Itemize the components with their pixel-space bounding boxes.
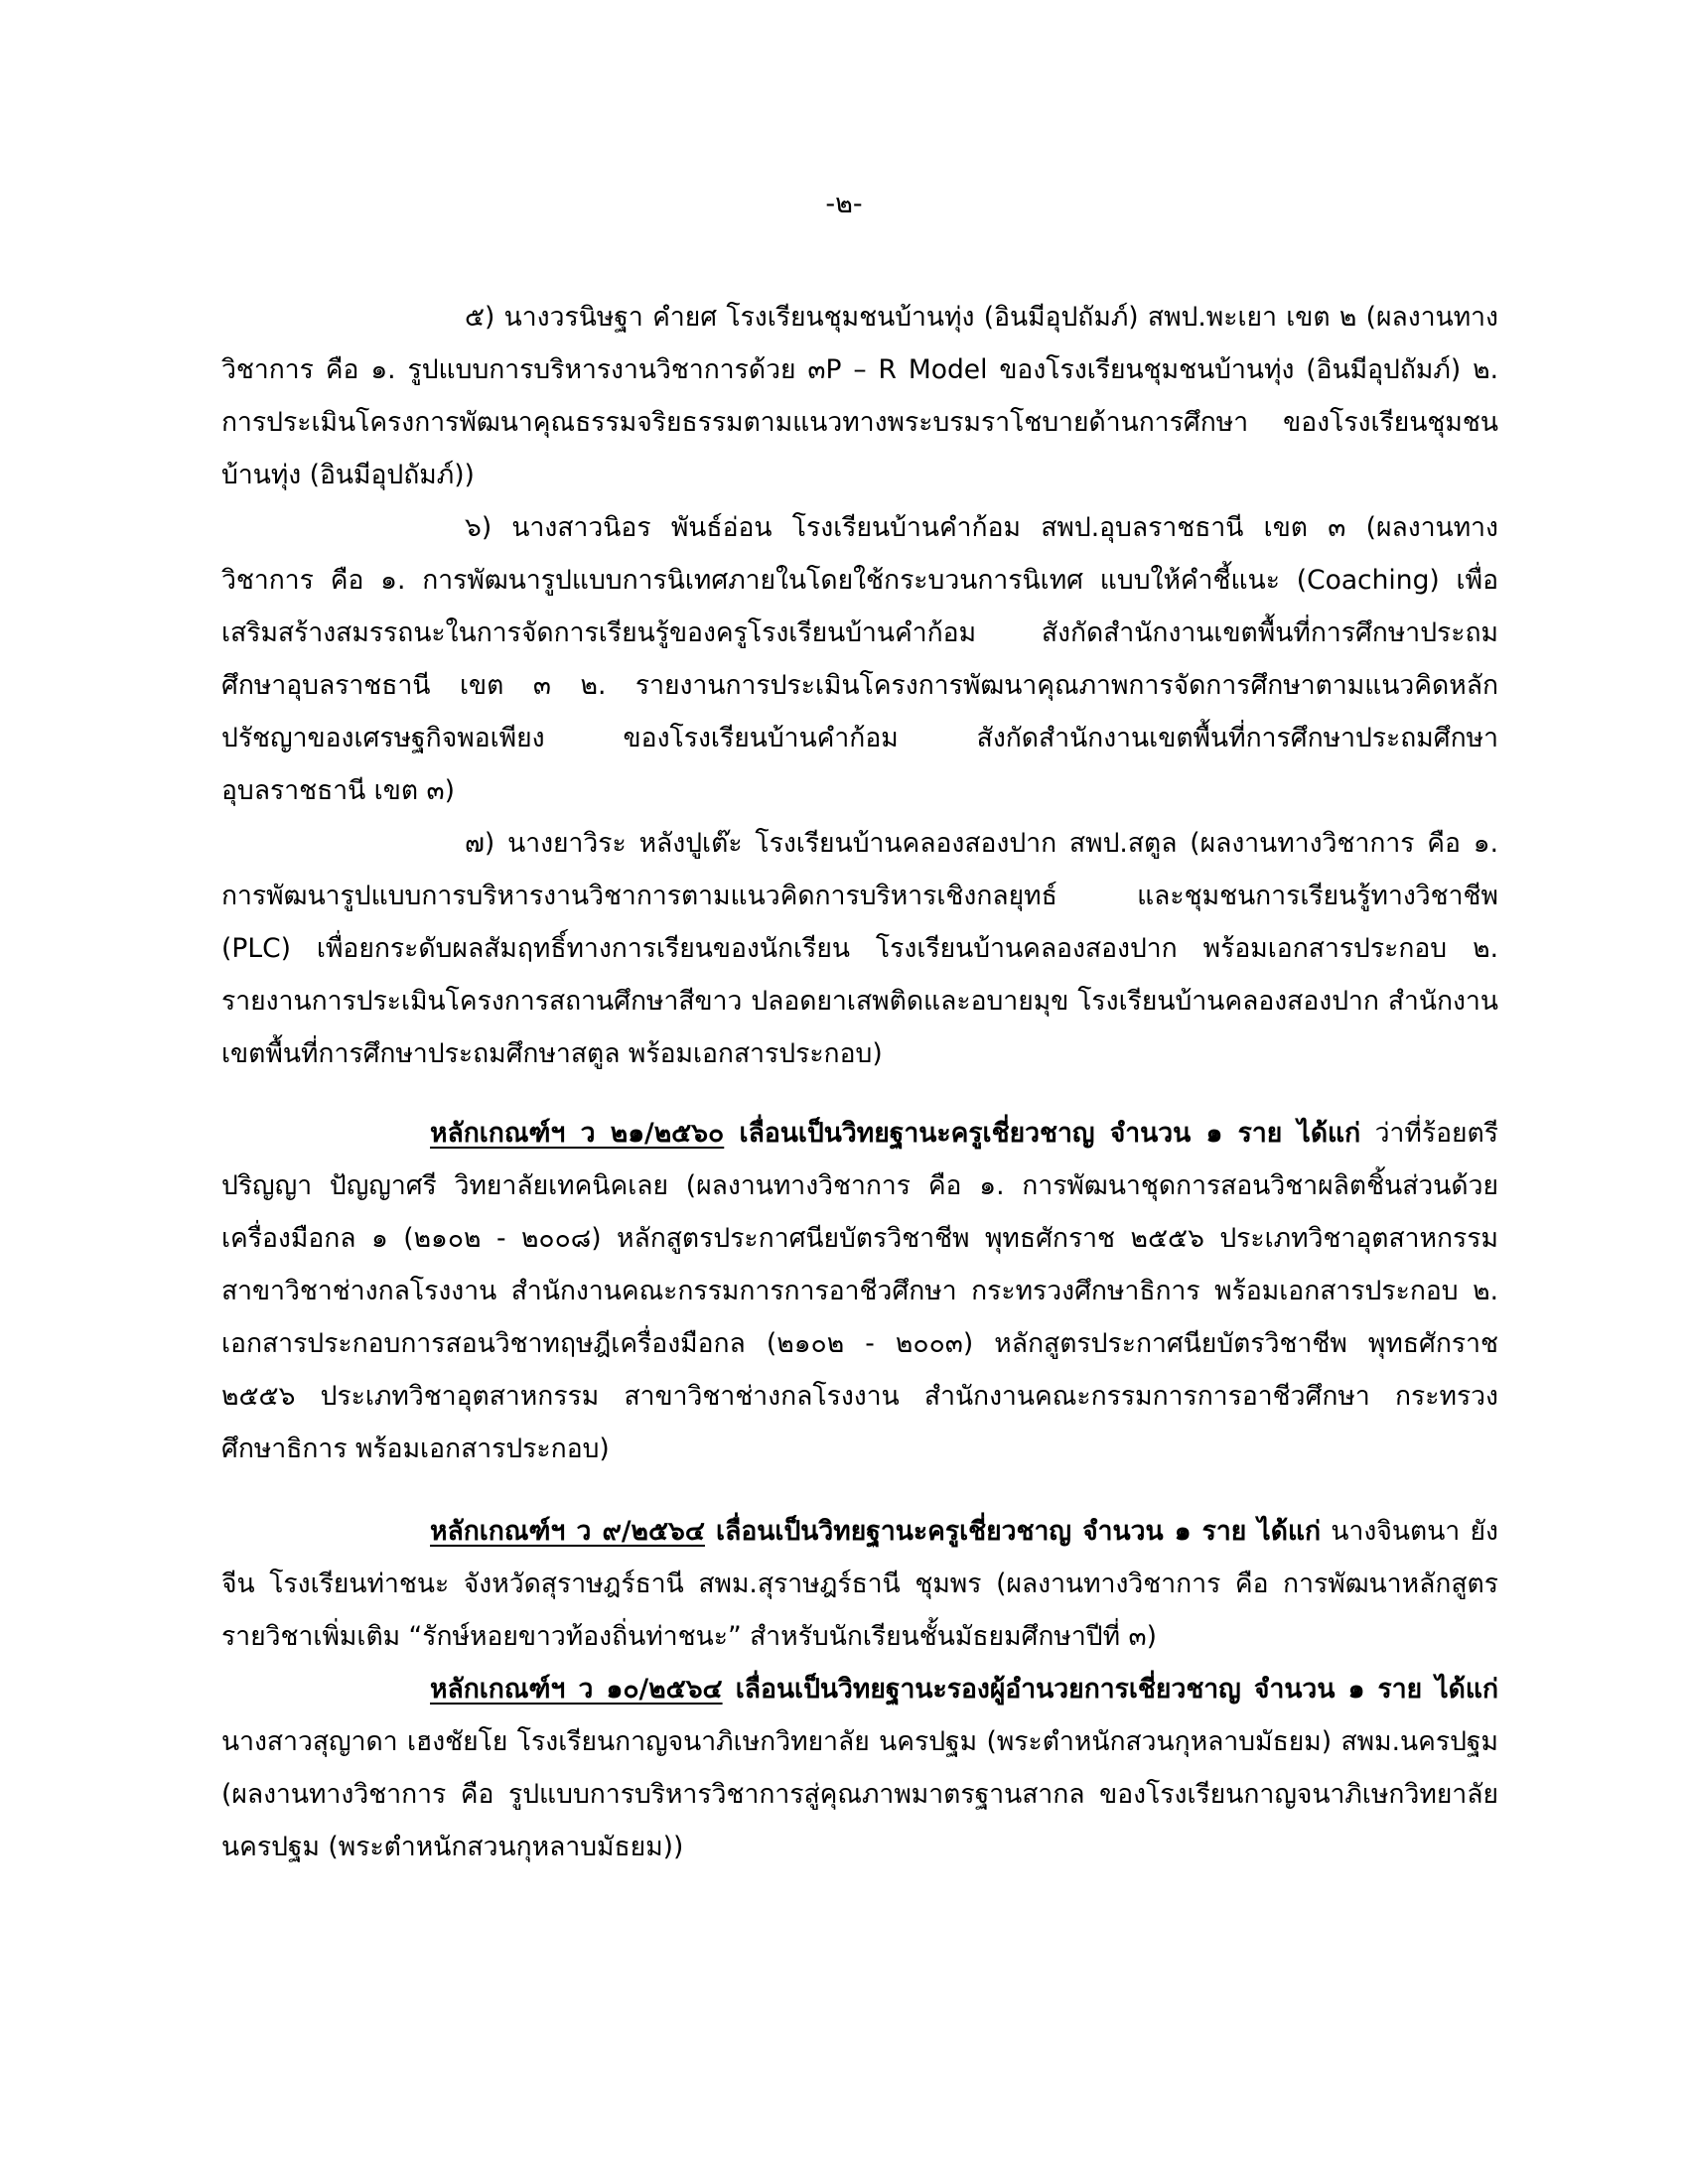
list-item-5: ๕) นางวรนิษฐา คำยศ โรงเรียนชุมชนบ้านทุ่ง (อินมีอุปถัมภ์) สพป.พะเยา เขต ๒ (ผลงานทางวิชาการ คือ ๑. รูปแบบการบริหารงานวิชาการด้วย ๓P – R Model ของโรงเรียนชุมชนบ้านทุ่ง (อินมีอุปถัมภ์) ๒. การประเมินโครงการพัฒนาคุณธรรมจริยธรรมตามแนวทางพระบรมราโชบายด้านการศึกษา ของโรงเรียนชุมชนบ้านทุ่ง (อินมีอุปถัมภ์)) [221,302,1498,490]
list-item-7: ๗) นางยาวิระ หลังปูเต๊ะ โรงเรียนบ้านคลองสองปาก สพป.สตูล (ผลงานทางวิชาการ คือ ๑. การพัฒนารูปแบบการบริหารงานวิชาการตามแนวคิดการบริหารเชิงกลยุทธ์ และชุมชนการเรียนรู้ทางวิชาชีพ (PLC) เพื่อยกระดับผลสัมฤทธิ์ทางการเรียนของนักเรียน โรงเรียนบ้านคลองสองปาก พร้อมเอกสารประกอบ ๒. รายงานการประเมินโครงการสถานศึกษาสีขาว ปลอดยาเสพติดและอบายมุข โรงเรียนบ้านคลองสองปาก สำนักงานเขตพื้นที่การศึกษาประถมศึกษาสตูล พร้อมเอกสารประกอบ) [221,828,1498,1069]
criterion-heading: เลื่อนเป็นวิทยฐานะรองผู้อำนวยการเชี่ยวชาญ จำนวน ๑ ราย ได้แก่ [722,1674,1498,1705]
criterion-heading: เลื่อนเป็นวิทยฐานะครูเชี่ยวชาญ จำนวน ๑ ราย ได้แก่ [724,1118,1361,1149]
criterion-reference: หลักเกณฑ์ฯ ว ๑๐/๒๕๖๔ [430,1674,723,1705]
page-number: -๒- [825,189,863,219]
criterion-reference: หลักเกณฑ์ฯ ว ๒๑/๒๕๖๐ [430,1118,725,1149]
list-item-6: ๖) นางสาวนิอร พันธ์อ่อน โรงเรียนบ้านคำก้อม สพป.อุบลราชธานี เขต ๓ (ผลงานทางวิชาการ คือ ๑. การพัฒนารูปแบบการนิเทศภายในโดยใช้กระบวนการนิเทศ แบบให้คำชี้แนะ (Coaching) เพื่อเสริมสร้างสมรรถนะในการจัดการเรียนรู้ของครูโรงเรียนบ้านคำก้อม สังกัดสำนักงานเขตพื้นที่การศึกษาประถมศึกษาอุบลราชธานี เขต ๓ ๒. รายงานการประเมินโครงการพัฒนาคุณภาพการจัดการศึกษาตามแนวคิดหลักปรัชญาของเศรษฐกิจพอเพียง ของโรงเรียนบ้านคำก้อม สังกัดสำนักงานเขตพื้นที่การศึกษาประถมศึกษาอุบลราชธานี เขต ๓) [221,512,1498,806]
criterion-body: นางสาวสุญาดา เฮงชัยโย โรงเรียนกาญจนาภิเษกวิทยาลัย นครปฐม (พระตำหนักสวนกุหลาบมัธยม) สพม.นครปฐม (ผลงานทางวิชาการ คือ รูปแบบการบริหารวิชาการสู่คุณภาพมาตรฐานสากล ของโรงเรียนกาญจนาภิเษกวิทยาลัย นครปฐม (พระตำหนักสวนกุหลาบมัธยม)) [221,1726,1498,1862]
criterion-section-1 [221,1107,1498,1475]
document-body [221,291,1498,1873]
criterion-section-3 [221,1663,1498,1873]
criterion-body: นางจินตนา ยังจีน โรงเรียนท่าชนะ จังหวัดสุราษฎร์ธานี สพม.สุราษฎร์ธานี ชุมพร (ผลงานทางวิชาการ คือ การพัฒนาหลักสูตรรายวิชาเพิ่มเติม “รักษ์หอยขาวท้องถิ่นท่าชนะ” สำหรับนักเรียนชั้นมัธยมศึกษาปีที่ ๓) [221,1516,1498,1652]
criterion-reference: หลักเกณฑ์ฯ ว ๙/๒๕๖๔ [430,1516,705,1547]
criterion-heading: เลื่อนเป็นวิทยฐานะครูเชี่ยวชาญ จำนวน ๑ ราย ได้แก่ [704,1516,1322,1547]
criterion-body: ว่าที่ร้อยตรี ปริญญา ปัญญาศรี วิทยาลัยเทคนิคเลย (ผลงานทางวิชาการ คือ ๑. การพัฒนาชุดการสอนวิชาผลิตชิ้นส่วนด้วยเครื่องมือกล ๑ (๒๑๐๒ - ๒๐๐๘) หลักสูตรประกาศนียบัตรวิชาชีพ พุทธศักราช ๒๕๕๖ ประเภทวิชาอุตสาหกรรม สาขาวิชาช่างกลโรงงาน สำนักงานคณะกรรมการการอาชีวศึกษา กระทรวงศึกษาธิการ พร้อมเอกสารประกอบ ๒. เอกสารประกอบการสอนวิชาทฤษฎีเครื่องมือกล (๒๑๐๒ - ๒๐๐๓) หลักสูตรประกาศนียบัตรวิชาชีพ พุทธศักราช ๒๕๕๖ ประเภทวิชาอุตสาหกรรม สาขาวิชาช่างกลโรงงาน สำนักงานคณะกรรมการการอาชีวศึกษา กระทรวงศึกษาธิการ พร้อมเอกสารประกอบ) [221,1118,1498,1464]
criterion-section-2 [221,1505,1498,1663]
